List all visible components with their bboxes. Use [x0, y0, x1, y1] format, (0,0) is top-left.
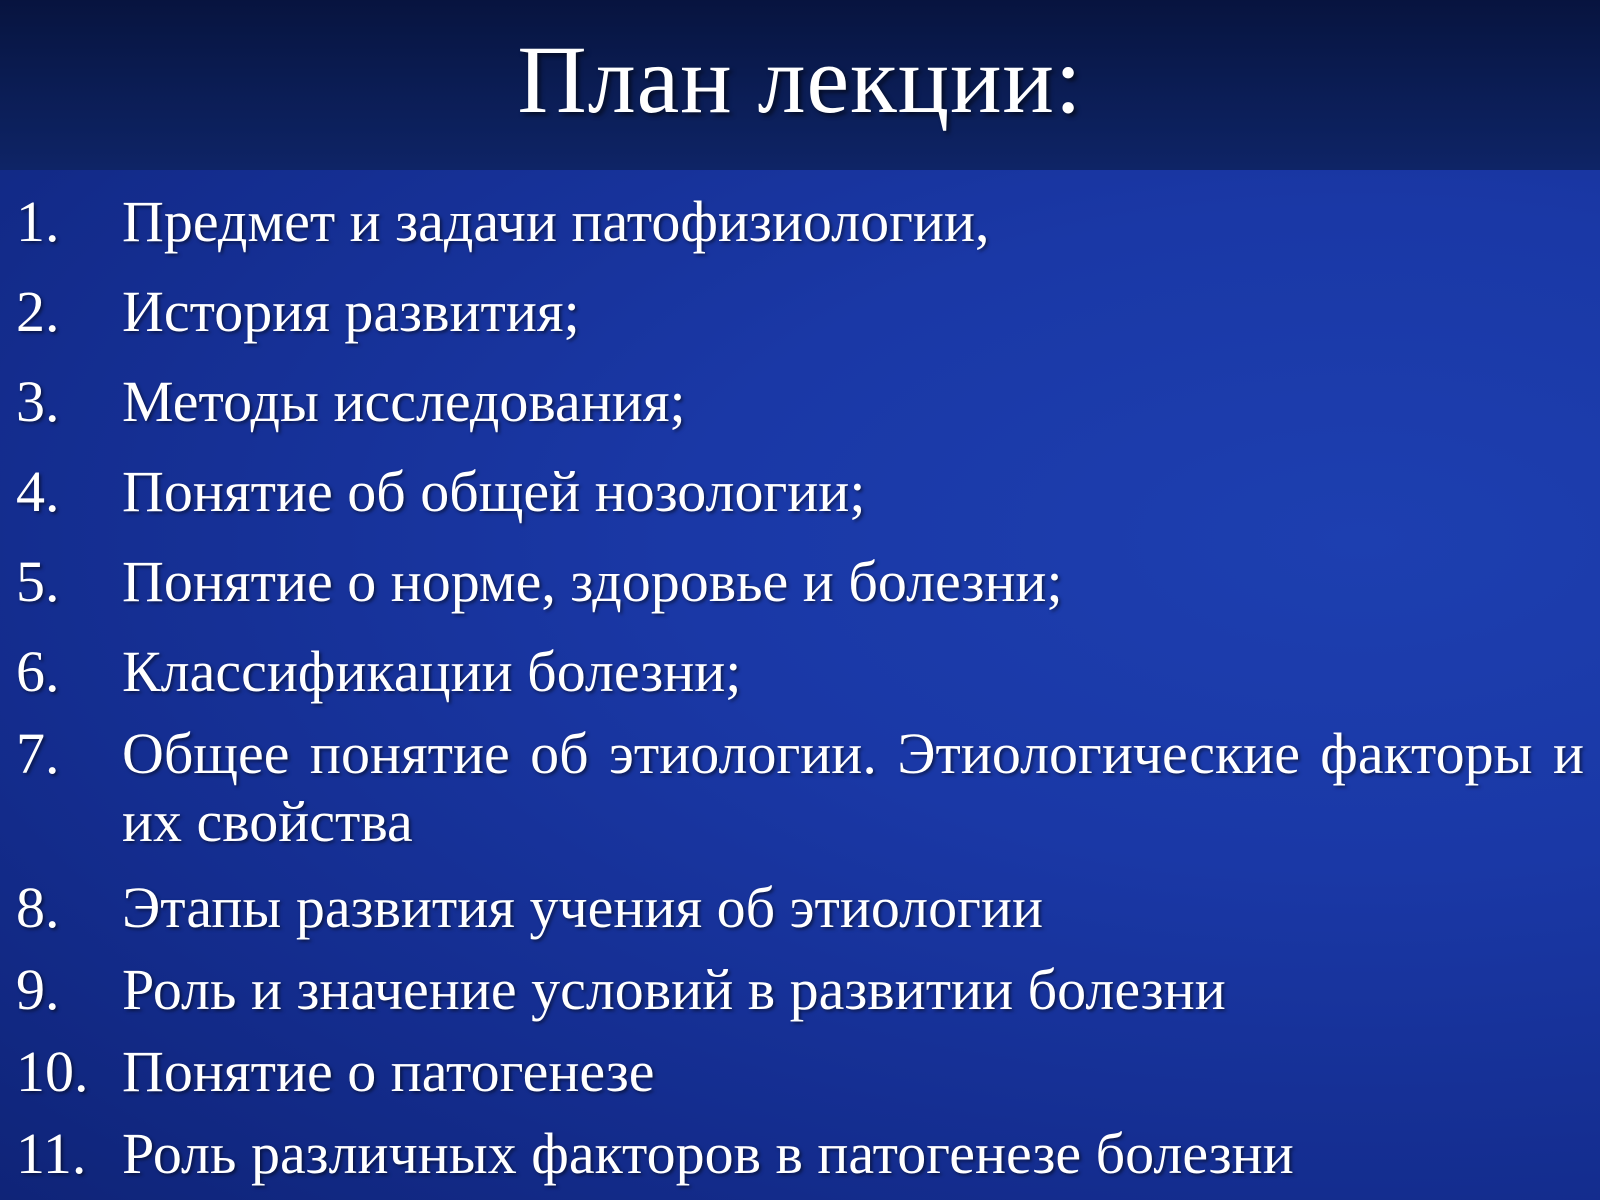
item-number: 4.	[16, 459, 60, 524]
item-text: История развития;	[122, 279, 580, 344]
item-text: Методы исследования;	[122, 369, 686, 434]
item-text: Предмет и задачи патофизиологии,	[122, 189, 990, 254]
item-number: 9.	[16, 957, 60, 1022]
item-text: Роль различных факторов в патогенезе болезни	[122, 1121, 1294, 1186]
list-item	[0, 448, 1600, 538]
item-number: 7.	[16, 721, 60, 786]
list-item	[0, 628, 1600, 710]
list-item	[0, 864, 1600, 946]
item-text: Классификации болезни;	[122, 639, 742, 704]
list-item	[0, 1028, 1600, 1110]
list-item	[0, 268, 1600, 358]
item-number: 10.	[16, 1039, 89, 1104]
item-number: 8.	[16, 875, 60, 940]
item-number: 1.	[16, 189, 60, 254]
item-text: Общее понятие об этиологии. Этиологические факторы и их свойства	[122, 721, 1584, 854]
item-text: Понятие о патогенезе	[122, 1039, 655, 1104]
list-item	[0, 538, 1600, 628]
item-text: Роль и значение условий в развитии болезни	[122, 957, 1226, 1022]
item-text: Понятие об общей нозологии;	[122, 459, 866, 524]
title-bar	[0, 0, 1600, 170]
item-number: 3.	[16, 369, 60, 434]
list-item	[0, 1110, 1600, 1192]
item-number: 6.	[16, 639, 60, 704]
list-item	[0, 710, 1600, 864]
slide-title: План лекции:	[517, 26, 1083, 133]
item-text: Этапы развития учения об этиологии	[122, 875, 1043, 940]
lecture-plan-list	[0, 178, 1600, 1192]
list-item	[0, 178, 1600, 268]
item-number: 11.	[16, 1121, 87, 1186]
list-item	[0, 358, 1600, 448]
item-text: Понятие о норме, здоровье и болезни;	[122, 549, 1063, 614]
item-number: 5.	[16, 549, 60, 614]
list-item	[0, 946, 1600, 1028]
item-number: 2.	[16, 279, 60, 344]
